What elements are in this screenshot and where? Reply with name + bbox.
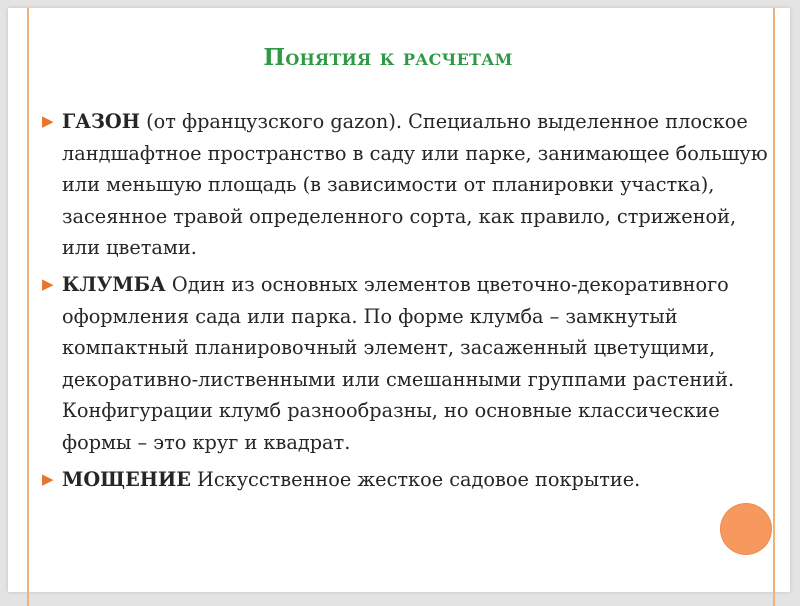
slide-page: [8, 8, 790, 592]
term-label: МОЩЕНИЕ: [62, 467, 191, 491]
definition-text: (от французского gazon). Специально выделенное плоское ландшафтное пространство в саду или парке, занимающее большую или меньшую площадь (в зависимости от планировки участка), засеянное травой определенного сорта, как правило, стриженой, или цветами.: [62, 110, 768, 260]
term-label: ГАЗОН: [62, 110, 140, 133]
triangle-bullet-icon: ▶: [42, 469, 54, 488]
definition-klumba: [42, 269, 777, 459]
slide-title: Понятия к расчетам: [263, 44, 513, 71]
definition-text: Один из основных элементов цветочно-декоративного оформления сада или парка. По форме клумба – замкнутый компактный планировочный элемент, засаженный цветущими, декоративно-лиственными или смешанными группами растений. Конфигурации клумб разнообразны, но основные классические формы – это круг и квадрат.: [62, 272, 735, 454]
definition-text: Искусственное жесткое садовое покрытие.: [190, 467, 641, 491]
term-label: КЛУМБА: [62, 272, 166, 296]
slide-content: [42, 106, 777, 500]
orange-circle-decoration: [721, 504, 771, 554]
triangle-bullet-icon: ▶: [42, 274, 54, 293]
definition-gazon: [42, 106, 777, 264]
triangle-bullet-icon: ▶: [42, 112, 54, 130]
definition-moshchenie: [42, 464, 777, 496]
